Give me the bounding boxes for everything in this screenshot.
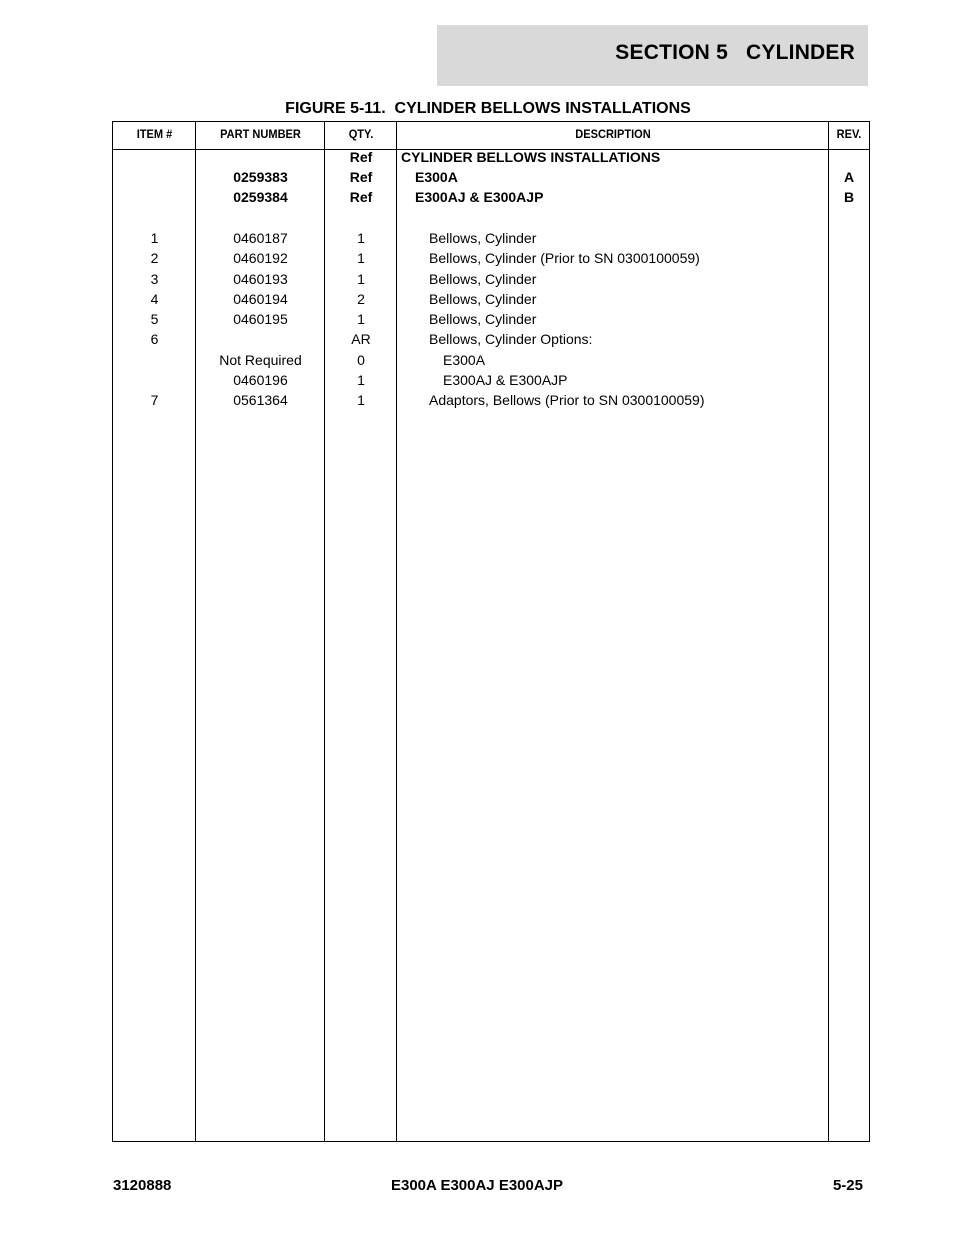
quantity: 1 <box>357 230 365 246</box>
part-number: 0460196 <box>233 372 288 388</box>
section-header <box>437 25 868 86</box>
table-row <box>113 289 869 309</box>
footer-model: E300A E300AJ E300AJP <box>390 1177 564 1194</box>
quantity: 2 <box>357 291 365 307</box>
header-rev: REV. <box>836 127 862 141</box>
revision: A <box>843 169 855 185</box>
part-number: 0460192 <box>233 250 288 266</box>
part-number: 0460195 <box>233 311 288 327</box>
description: E300A <box>443 352 486 368</box>
table-row <box>113 269 869 289</box>
quantity: 1 <box>357 311 365 327</box>
footer-page-number: 5-25 <box>832 1177 863 1194</box>
table-row <box>113 370 869 390</box>
description: Bellows, Cylinder <box>429 291 537 307</box>
quantity: Ref <box>349 189 373 205</box>
header-item: ITEM # <box>136 127 173 141</box>
quantity: Ref <box>349 149 373 165</box>
quantity: 1 <box>357 271 365 287</box>
description: E300A <box>415 169 458 185</box>
quantity: 0 <box>357 352 365 368</box>
header-description: DESCRIPTION <box>575 127 651 141</box>
revision: B <box>843 189 855 205</box>
description: Bellows, Cylinder <box>429 230 537 246</box>
item-number: 4 <box>150 291 159 307</box>
description: Bellows, Cylinder <box>429 311 537 327</box>
table-row <box>113 329 869 349</box>
part-number: 0259383 <box>233 169 288 185</box>
item-number: 6 <box>150 331 159 347</box>
quantity: Ref <box>349 169 373 185</box>
quantity: 1 <box>357 392 365 408</box>
description: E300AJ & E300AJP <box>415 189 544 205</box>
part-number: 0460187 <box>233 230 288 246</box>
item-number: 5 <box>150 311 159 327</box>
header-part-number: PART NUMBER <box>220 127 301 141</box>
part-number: 0259384 <box>233 189 288 205</box>
item-number: 1 <box>150 230 159 246</box>
table-row <box>113 147 869 167</box>
table-row <box>113 248 869 268</box>
table-row <box>113 187 869 207</box>
quantity: AR <box>351 331 371 347</box>
table-row <box>113 309 869 329</box>
description: E300AJ & E300AJP <box>443 372 568 388</box>
table-row <box>113 228 869 248</box>
quantity: 1 <box>357 250 365 266</box>
figure-title: FIGURE 5-11. CYLINDER BELLOWS INSTALLATIONS <box>285 100 691 117</box>
part-number: Not Required <box>219 352 302 368</box>
item-number: 7 <box>150 392 159 408</box>
description: Bellows, Cylinder Options: <box>429 331 593 347</box>
item-number: 3 <box>150 271 159 287</box>
description: Bellows, Cylinder (Prior to SN 0300100059) <box>429 250 700 266</box>
description: Adaptors, Bellows (Prior to SN 0300100059) <box>429 392 705 408</box>
table-row <box>113 350 869 370</box>
description: Bellows, Cylinder <box>429 271 537 287</box>
table-row <box>113 167 869 187</box>
item-number: 2 <box>150 250 159 266</box>
part-number: 0460194 <box>233 291 288 307</box>
parts-table <box>112 121 870 1142</box>
description: CYLINDER BELLOWS INSTALLATIONS <box>401 149 661 165</box>
part-number: 0460193 <box>233 271 288 287</box>
section-title: SECTION 5 CYLINDER <box>615 41 855 64</box>
table-row <box>113 390 869 410</box>
footer-document-number: 3120888 <box>113 1177 172 1194</box>
header-qty: QTY. <box>348 127 374 141</box>
quantity: 1 <box>357 372 365 388</box>
part-number: 0561364 <box>233 392 288 408</box>
